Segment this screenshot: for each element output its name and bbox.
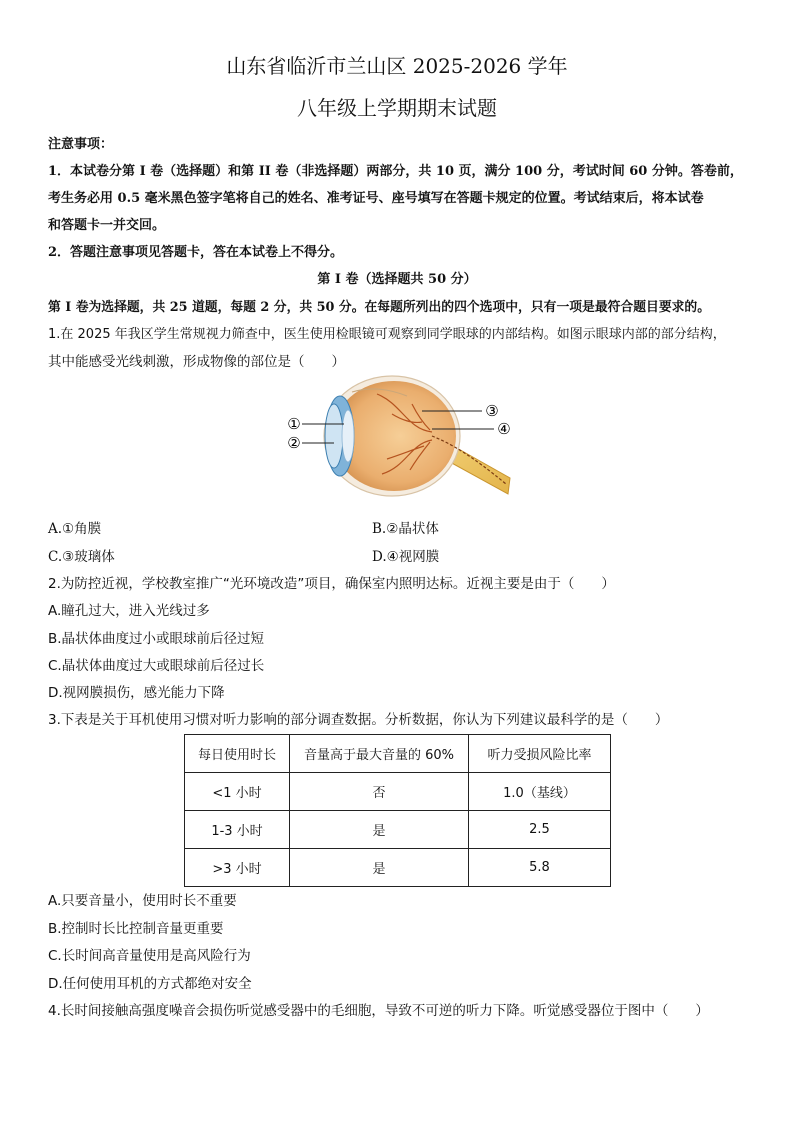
q3-stem: 3.下表是关于耳机使用习惯对听力影响的部分调查数据。分析数据，你认为下列建议最科学的是（ ） (48, 712, 669, 728)
q1-option-c[interactable]: C.③玻璃体 (48, 549, 115, 565)
q2-option-c[interactable]: C.晶状体曲度过大或眼球前后径过长 (48, 658, 265, 674)
table-header-cell: 音量高于最大音量的 60% (290, 735, 469, 773)
q3-option-c[interactable]: C.长时间高音量使用是高风险行为 (48, 948, 251, 964)
table-cell: 1-3 小时 (185, 811, 290, 849)
eyeball-illustration (324, 376, 510, 496)
table-header-row (185, 735, 611, 773)
q3-option-a[interactable]: A.只要音量小，使用时长不重要 (48, 893, 237, 909)
table-row (185, 849, 611, 887)
notice-item1-line2: 考生务必用 0.5 毫米黑色签字笔将自己的姓名、准考证号、座号填写在答题卡规定的位置。考试结束后，将本试卷 (48, 191, 704, 206)
table-cell: 5.8 (469, 849, 611, 887)
q2-option-a[interactable]: A.瞳孔过大，进入光线过多 (48, 603, 210, 619)
table-header-cell: 每日使用时长 (185, 735, 290, 773)
section1-instruction: 第 I 卷为选择题，共 25 道题，每题 2 分，共 50 分。在每题所列出的四个选项中，只有一项是最符合题目要求的。 (48, 300, 711, 315)
figure-label-2: ② (287, 434, 301, 452)
table-cell: 是 (290, 849, 469, 887)
table-cell: 是 (290, 811, 469, 849)
q2-stem: 2.为防控近视，学校教室推广“光环境改造”项目，确保室内照明达标。近视主要是由于（ ） (48, 576, 615, 592)
exam-title-line1: 山东省临沂市兰山区 2025-2026 学年 (226, 54, 568, 78)
table-cell: 否 (290, 773, 469, 811)
q1-option-d[interactable]: D.④视网膜 (372, 549, 440, 565)
notice-item1-line1: 1．本试卷分第 I 卷（选择题）和第 II 卷（非选择题）两部分，共 10 页，满分 100 分，考试时间 60 分钟。答卷前， (48, 164, 743, 179)
notice-item2: 2．答题注意事项见答题卡，答在本试卷上不得分。 (48, 245, 344, 260)
table-cell: 1.0（基线） (469, 773, 611, 811)
table-row (185, 811, 611, 849)
notice-heading: 注意事项： (48, 137, 114, 152)
q1-option-a[interactable]: A.①角膜 (48, 521, 102, 537)
table-row (185, 773, 611, 811)
earphone-survey-table (184, 734, 611, 887)
q3-option-b[interactable]: B.控制时长比控制音量更重要 (48, 921, 224, 937)
eye-structure-diagram (282, 374, 514, 504)
figure-label-1: ① (287, 415, 301, 433)
q3-option-d[interactable]: D.任何使用耳机的方式都绝对安全 (48, 976, 252, 992)
table-cell: 2.5 (469, 811, 611, 849)
table-header-cell: 听力受损风险比率 (469, 735, 611, 773)
q4-stem: 4.长时间接触高强度噪音会损伤听觉感受器中的毛细胞，导致不可逆的听力下降。听觉感受器位于图中（ ） (48, 1003, 709, 1019)
q1-stem-line2: 其中能感受光线刺激，形成物像的部位是（ ） (48, 354, 345, 370)
q2-option-b[interactable]: B.晶状体曲度过小或眼球前后径过短 (48, 631, 265, 647)
q1-stem-line1: 1.在 2025 年我区学生常规视力筛查中，医生使用检眼镜可观察到同学眼球的内部结构。如图示眼球内部的部分结构， (48, 327, 726, 342)
figure-label-3: ③ (485, 402, 499, 420)
q2-option-d[interactable]: D.视网膜损伤，感光能力下降 (48, 685, 225, 701)
q1-option-b[interactable]: B.②晶状体 (372, 521, 439, 537)
exam-title-line2: 八年级上学期期末试题 (297, 96, 497, 120)
table-cell: >3 小时 (185, 849, 290, 887)
notice-item1-line3: 和答题卡一并交回。 (48, 218, 166, 233)
figure-label-4: ④ (497, 420, 511, 438)
section1-title: 第 I 卷（选择题共 50 分） (317, 272, 477, 287)
table-cell: <1 小时 (185, 773, 290, 811)
